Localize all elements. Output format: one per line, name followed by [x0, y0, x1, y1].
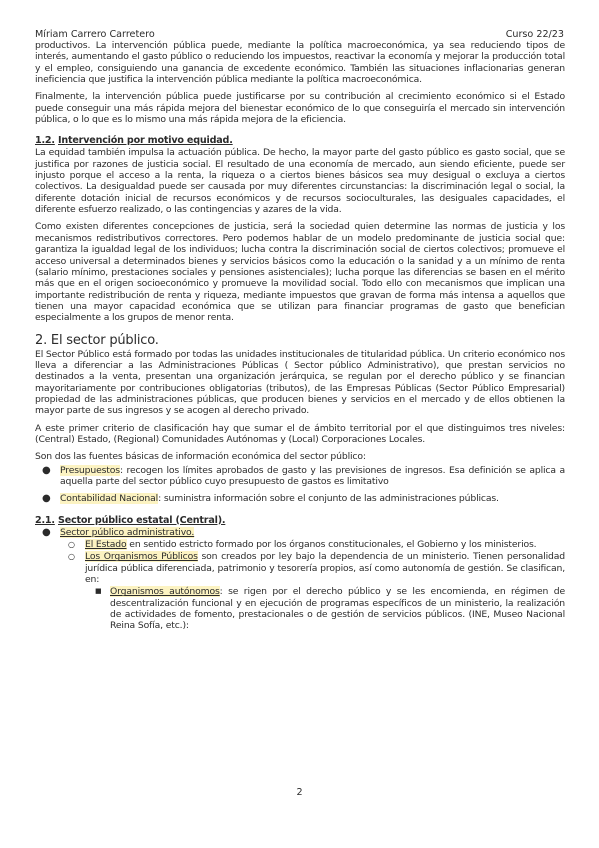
page-content	[35, 40, 565, 632]
circle-bullet-icon: ○	[68, 552, 75, 562]
author-name: Míriam Carrero Carretero	[35, 29, 155, 40]
term-estado: El Estado	[85, 539, 127, 551]
heading-1-2-number: 1.2.	[35, 135, 55, 147]
circle-bullet-icon: ○	[68, 540, 75, 550]
heading-2-1	[35, 515, 565, 527]
term-organismos-autonomos: Organismos autónomos	[110, 586, 220, 598]
section-heading-2: 2. El sector público.	[35, 332, 159, 348]
page-number: 2	[296, 787, 303, 798]
term-sector-administrativo: Sector público administrativo.	[60, 526, 195, 538]
bullet-icon: ●	[42, 526, 51, 538]
paragraph-equidad: La equidad también impulsa la actuación pública. De hecho, la mayor parte del gasto público es gasto social, que se justifica por razones de justicia social. El resultado de una economía de mercado, aun siendo eficiente, puede ser injusto porque el acceso a la renta, la riqueza o a ciertos bienes básicos sea muy desigual o excluya a ciertos colectivos. La desigualdad puede ser causada por muy diferentes circunstancias: la discriminación legal o social, la diferente dotación inicial de recursos económicos y de recursos socioculturales, las desiguales capacidades, el diferente esfuerzo realizado, o las contingencias y azares de la vida.	[35, 147, 565, 216]
sector-list	[35, 527, 565, 632]
term-contabilidad: Contabilidad Nacional	[60, 493, 159, 505]
course-label: Curso 22/23	[505, 29, 564, 40]
list-item-organismos-autonomos	[85, 586, 565, 631]
definition-organismos-autonomos: : se rigen por el derecho público y se les encomienda, en régimen de descentralización funcional y en ejecución de programas específicos de un ministerio, la realización de actividades de fomento, prestacionales o de gestión de servicios públicos. (INE, Museo Nacional Reina Sofía, etc.):	[110, 586, 565, 632]
list-item-contabilidad	[35, 493, 565, 504]
list-item-organismos	[60, 551, 565, 631]
sources-list	[35, 465, 565, 505]
paragraph-ambito-territorial: A este primer criterio de clasificación hay que sumar el de ámbito territorial por el que distinguimos tres niveles: (Central) Estado, (Regional) Comunidades Autónomas y (Local) Corporaciones Locales.	[35, 422, 565, 445]
heading-1-2	[35, 135, 565, 147]
bullet-icon: ●	[42, 464, 51, 476]
definition-organismos: son creados por ley bajo la dependencia de un ministerio. Tienen personalidad jurídica pública diferenciada, patrimonio y tesorería propios, así como autonomía de gestión. Se clasifican, en:	[85, 551, 565, 586]
square-bullet-icon: ■	[95, 587, 102, 596]
paragraph-crecimiento: Finalmente, la intervención pública puede justificarse por su contribución al crecimiento económico si el Estado puede conseguir una más rápida mejora del bienestar económico de lo que conseguiría el mercado sin intervención pública, o lo que es lo mismo una más rápida mejora de la eficiencia.	[35, 91, 565, 126]
heading-2-1-title: Sector público estatal (Central).	[57, 514, 226, 526]
paragraph-sector-publico: El Sector Público está formado por todas las unidades institucionales de titularidad pública. Un criterio económico nos lleva a diferenciar a las Administraciones Públicas ( Sector público Administrativo), que prestan servicios no destinados a la venta, presentan una organización jerárquica, se regulan por el derecho público y se financian mayoritariamente por contribuciones obligatorias (tributos), de las Empresas Públicas (Sector Público Empresarial) propiedad de las administraciones públicas, que producen bienes y servicios en el mercado y de ellos obtienen la mayor parte de sus ingresos y se acogen al derecho privado.	[35, 348, 565, 417]
bullet-icon: ●	[42, 493, 51, 505]
paragraph-fuentes: Son dos las fuentes básicas de información económica del sector público:	[35, 451, 366, 463]
definition-estado: en sentido estricto formado por los órganos constitucionales, el Gobierno y los ministerios.	[126, 539, 537, 551]
list-item-sector-administrativo	[35, 527, 565, 632]
heading-1-2-title: Intervención por motivo equidad.	[57, 135, 233, 147]
heading-2-1-number: 2.1.	[35, 514, 55, 526]
list-item-estado	[60, 539, 565, 550]
organismos-sublist	[85, 586, 565, 631]
term-organismos: Los Organismos Públicos	[85, 551, 198, 563]
paragraph-productivos: productivos. La intervención pública puede, mediante la política macroeconómica, ya sea reduciendo tipos de interés, aumentando el gasto público o reduciendo los impuestos, reactivar la economía y mejorar la producción total y el empleo, consiguiendo una ganancia de excedente económico. También las situaciones inflacionarias generan ineficiencia que justifica la intervención pública mediante la política macroeconómica.	[35, 40, 565, 86]
definition-presupuestos: : recogen los límites aprobados de gasto y las previsiones de ingresos. Esa definición se aplica a aquella parte del sector público cuyo presupuesto de gastos es limitativo	[60, 464, 565, 487]
paragraph-justicia: Como existen diferentes concepciones de justicia, será la sociedad quien determine las normas de justicia y los mecanismos redistributivos correctores. Pero podemos hablar de un modelo predominante de justicia social que: garantiza la igualdad legal de los individuos; lucha contra la discriminación social de ciertos colectivos; promueve el acceso universal a determinados bienes y servicios básicos como la educación o la sanidad y a un mínimo de renta (salario mínimo, prestaciones sociales y pensiones asistenciales); lucha porque las diferencias se basen en el mérito más que en el origen socioeconómico y promueve la movilidad social. Todo ello con mecanismos que implican una importante redistribución de renta y riqueza, mediante impuestos que gravan de forma más intensa a aquellos que tienen una mayor capacidad económica que se utilizan para financiar programas de gasto que benefician especialmente a los grupos de menor renta.	[35, 221, 565, 324]
definition-contabilidad: : suministra información sobre el conjunto de las administraciones públicas.	[158, 493, 499, 505]
list-item-presupuestos	[35, 465, 565, 488]
sector-sublist	[60, 539, 565, 632]
term-presupuestos: Presupuestos	[60, 464, 120, 476]
